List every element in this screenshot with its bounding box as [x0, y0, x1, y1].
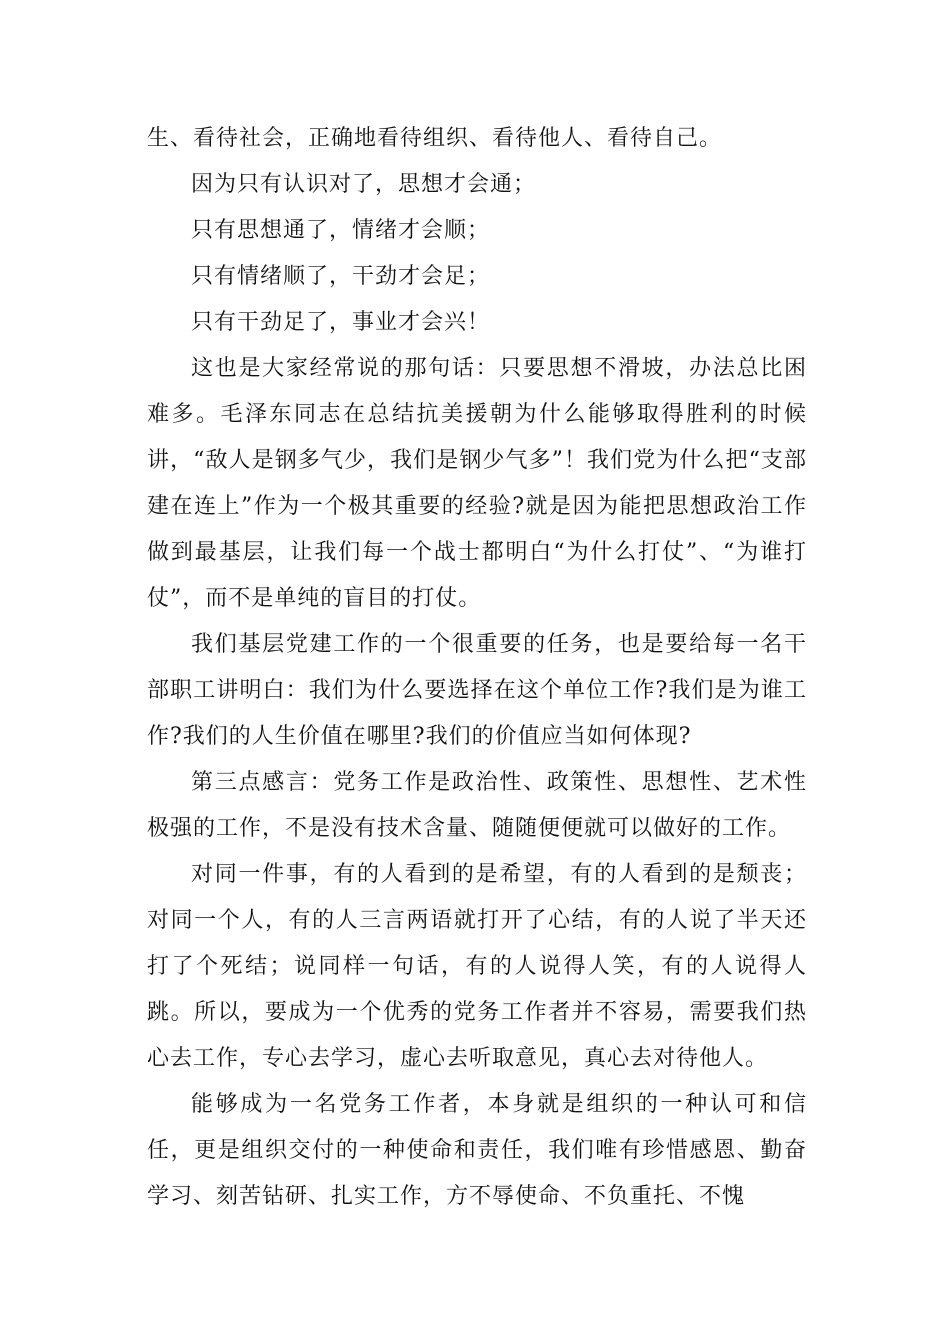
- paragraph-5: 只有干劲足了，事业才会兴！: [191, 310, 491, 335]
- paragraph-1: 生、看待社会，正确地看待组织、看待他人、看待自己。: [147, 126, 723, 151]
- paragraph-9: 对同一件事，有的人看到的是希望，有的人看到的是颓丧；对同一个人，有的人三言两语就打开了心结，有的人说了半天还打了个死结；说同样一句话，有的人说得人笑，有的人说得人跳。所以，要成为一个优秀的党务工作者并不容易，需要我们热心去工作，专心去学习，虚心去听取意见，真心去对待他人。: [147, 862, 807, 1071]
- paragraph-7: 我们基层党建工作的一个很重要的任务，也是要给每一名干部职工讲明白：我们为什么要选择在这个单位工作?我们是为谁工作?我们的人生价值在哪里?我们的价值应当如何体现?: [147, 632, 807, 749]
- paragraph-10: 能够成为一名党务工作者，本身就是组织的一种认可和信任，更是组织交付的一种使命和责任，我们唯有珍惜感恩、勤奋学习、刻苦钻研、扎实工作，方不辱使命、不负重托、不愧: [147, 1092, 807, 1209]
- paragraph-6: 这也是大家经常说的那句话：只要思想不滑坡，办法总比困难多。毛泽东同志在总结抗美援朝为什么能够取得胜利的时候讲，“敌人是钢多气少，我们是钢少气多”！我们党为什么把“支部建在连上”作为一个极其重要的经验?就是因为能把思想政治工作做到最基层，让我们每一个战士都明白“为什么打仗”、“为谁打仗”，而不是单纯的盲目的打仗。: [147, 356, 807, 611]
- paragraph-3: 只有思想通了，情绪才会顺；: [191, 218, 491, 243]
- paragraph-2: 因为只有认识对了，思想才会通；: [191, 172, 537, 197]
- paragraph-4: 只有情绪顺了，干劲才会足；: [191, 264, 491, 289]
- document-body: [147, 116, 807, 1220]
- paragraph-8: 第三点感言：党务工作是政治性、政策性、思想性、艺术性极强的工作，不是没有技术含量、随随便便就可以做好的工作。: [147, 770, 807, 841]
